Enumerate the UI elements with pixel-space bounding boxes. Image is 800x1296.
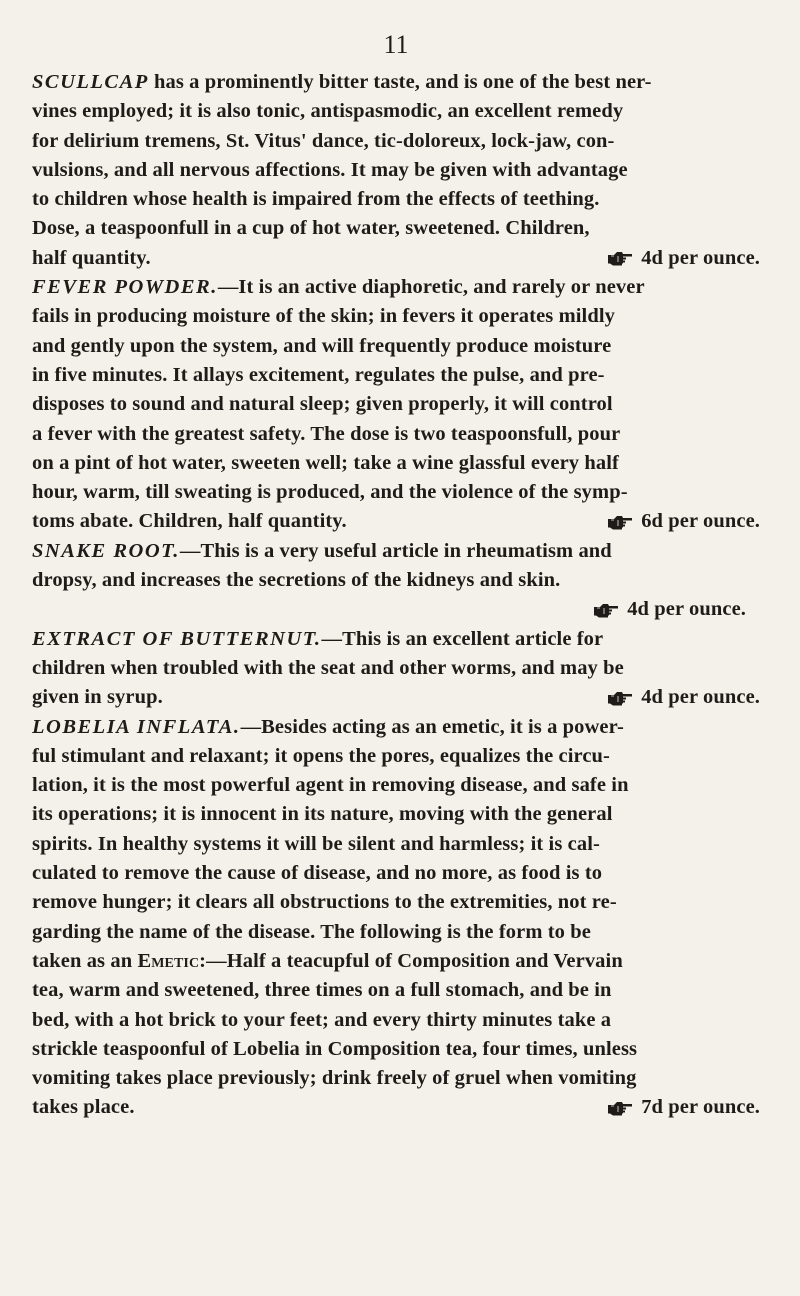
entry-title: FEVER POWDER. [32,276,218,299]
entry-text-line: has a prominently bitter taste, and is one of the best ner- [154,71,652,93]
entry-text-line: spirits. In healthy systems it will be silent and harmless; it is cal- [32,832,600,855]
entry-text-line: a fever with the greatest safety. The dose is two teaspoonsfull, pour [32,422,621,445]
entry-text-line: culated to remove the cause of disease, and no more, as food is to [32,862,603,885]
entry-text-fragment: taken as an [32,949,138,972]
pointing-hand-icon [593,602,619,618]
entry-text-line: disposes to sound and natural sleep; given properly, it will control [32,393,613,416]
price [607,244,760,273]
entry-title: SCULLCAP [32,71,149,93]
entry-text-line: —This is a very useful article in rheumatism and [179,539,612,562]
entry-lobelia-inflata [32,713,760,1123]
entry-text-line: vomiting takes place previously; drink freely of gruel when vomiting [32,1067,637,1090]
emetic-term: Emetic [137,949,200,972]
entry-text-fragment: :—Half a teacupful of Composition and Vervain [199,949,623,972]
entry-text-line: its operations; it is innocent in its nature, moving with the general [32,803,613,826]
price [593,595,746,624]
entry-title: SNAKE ROOT. [32,539,180,562]
entry-text-line: lation, it is the most powerful agent in removing disease, and safe in [32,774,629,797]
entry-text-line: and gently upon the system, and will frequently produce moisture [32,334,612,357]
book-page [32,0,760,1123]
entry-text-line: takes place. [32,1096,135,1119]
pointing-hand-icon [607,1100,633,1116]
entry-scullcap [32,68,760,273]
entry-text-line: bed, with a hot brick to your feet; and every thirty minutes take a [32,1008,612,1031]
entry-fever-powder [32,273,760,537]
entry-text-line: tea, warm and sweetened, three times on a full stomach, and be in [32,979,612,1002]
entry-text-line: —It is an active diaphoretic, and rarely or never [217,276,645,299]
entry-text-line: vines employed; it is also tonic, antispasmodic, an excellent remedy [32,100,624,123]
entry-text-line: —This is an excellent article for [321,627,604,650]
entry-text-line: strickle teaspoonful of Lobelia in Composition tea, four times, unless [32,1037,638,1060]
pointing-hand-icon [607,250,633,266]
entry-text-line: for delirium tremens, St. Vitus' dance, tic-doloreux, lock-jaw, con- [32,129,615,152]
entry-text-line: to children whose health is impaired from the effects of teething. [32,188,600,211]
price [607,683,760,712]
price-text: 6d per ounce. [641,510,760,533]
entry-text-line: remove hunger; it clears all obstructions to the extremities, not re- [32,891,617,914]
entry-text-line: on a pint of hot water, sweeten well; take a wine glassful every half [32,451,619,474]
entry-snake-root [32,537,760,625]
entry-text-line: half quantity. [32,246,151,269]
entry-extract-of-butternut [32,625,760,713]
entry-text-line: children when troubled with the seat and other worms, and may be [32,656,624,679]
entry-text-line: hour, warm, till sweating is produced, and the violence of the symp- [32,481,628,504]
entry-title: LOBELIA INFLATA. [32,715,241,738]
entry-text-line: given in syrup. [32,686,163,709]
entry-title: EXTRACT OF BUTTERNUT. [32,627,322,650]
price-text: 4d per ounce. [641,246,760,269]
price-text: 7d per ounce. [641,1096,760,1119]
entry-text-line: in five minutes. It allays excitement, regulates the pulse, and pre- [32,363,605,386]
price [607,1093,760,1122]
pointing-hand-icon [607,690,633,706]
price-text: 4d per ounce. [641,686,760,709]
entry-text-line: —Besides acting as an emetic, it is a power- [240,715,624,738]
page-number: 11 [383,30,409,59]
entry-text-line: Dose, a teaspoonfull in a cup of hot water, sweetened. Children, [32,217,590,240]
pointing-hand-icon [607,514,633,530]
price-text: 4d per ounce. [627,598,746,621]
entry-text-line: dropsy, and increases the secretions of the kidneys and skin. [32,569,561,592]
entry-text-line: fails in producing moisture of the skin; in fevers it operates mildly [32,305,615,328]
entry-text-line: toms abate. Children, half quantity. [32,510,347,533]
price [607,507,760,536]
entry-text-line: ful stimulant and relaxant; it opens the pores, equalizes the circu- [32,744,610,767]
entry-text-line: vulsions, and all nervous affections. It may be given with advantage [32,158,628,181]
entry-text-line: garding the name of the disease. The following is the form to be [32,920,591,943]
